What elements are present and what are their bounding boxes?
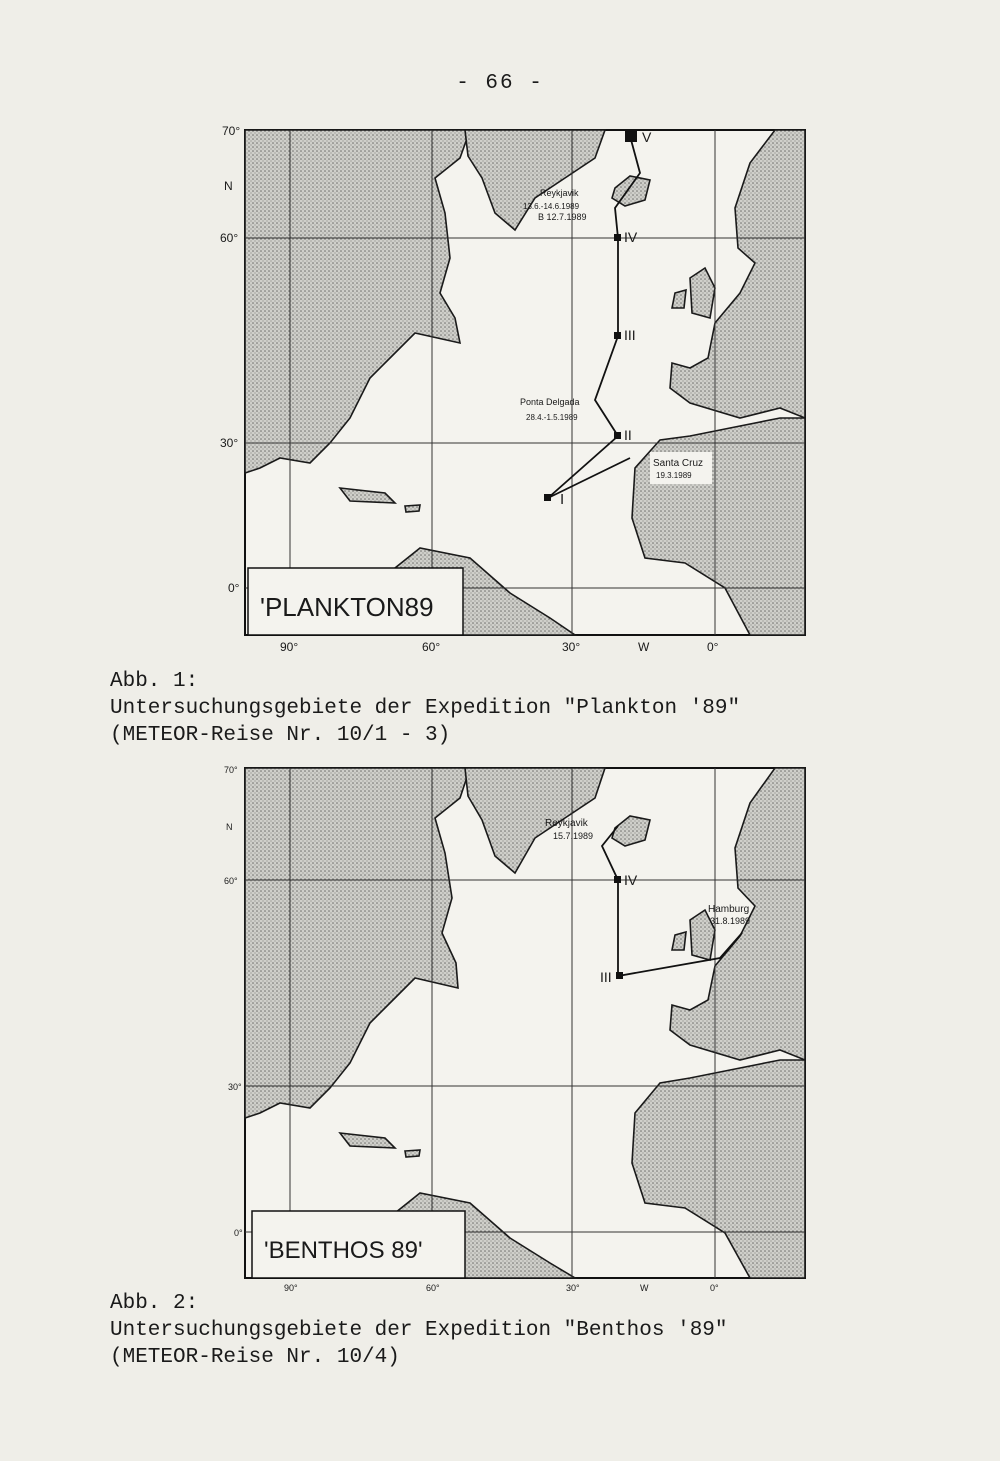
lon-label-30: 30°	[566, 1283, 580, 1293]
lon-label-0: 0°	[707, 640, 719, 654]
station-label-1: I	[560, 491, 565, 508]
place-reykjavik: Reykjavik	[545, 818, 588, 829]
place-hamburg-date: 31.8.1989	[710, 916, 751, 926]
station-label-5: V	[642, 129, 652, 145]
station-label-3: III	[624, 327, 636, 343]
lon-label-0: 0°	[710, 1283, 719, 1293]
station-marker-1	[544, 494, 551, 501]
lon-label-60: 60°	[422, 640, 441, 654]
map-title: 'PLANKTON89	[260, 592, 434, 622]
lat-label-0: 0°	[228, 581, 240, 595]
lon-label-90: 90°	[280, 640, 299, 654]
station-label-3: III	[600, 969, 612, 985]
place-reykjavik-dates-2: B 12.7.1989	[538, 212, 587, 222]
caption-line: (METEOR-Reise Nr. 10/4)	[110, 1346, 400, 1369]
station-label-4: IV	[624, 229, 638, 245]
caption-line: (METEOR-Reise Nr. 10/1 - 3)	[110, 724, 451, 747]
page-number: - 66 -	[456, 72, 544, 95]
station-marker-2	[614, 432, 621, 439]
lon-label-w: W	[640, 1283, 649, 1293]
lon-label-90: 90°	[284, 1283, 298, 1293]
lat-label-70: 70°	[224, 765, 238, 775]
place-santa-cruz: Santa Cruz	[653, 458, 704, 469]
station-marker-4	[614, 876, 621, 883]
station-marker-5	[625, 130, 637, 142]
place-reykjavik-date: 15.7.1989	[553, 831, 594, 841]
lat-label-30: 30°	[228, 1082, 242, 1092]
place-santa-cruz-date: 19.3.1989	[656, 471, 692, 480]
map-title: 'BENTHOS 89'	[264, 1237, 423, 1264]
figure-2-caption	[110, 1290, 728, 1371]
lat-label-n: N	[226, 822, 233, 832]
station-label-4: IV	[624, 872, 638, 888]
caption-label: Abb. 1:	[110, 670, 199, 693]
lon-label-60: 60°	[426, 1283, 440, 1293]
place-hamburg: Hamburg	[708, 904, 750, 915]
station-label-2: II	[624, 427, 632, 443]
caption-label: Abb. 2:	[110, 1292, 199, 1315]
lat-label-30: 30°	[220, 436, 239, 450]
station-marker-3	[614, 332, 621, 339]
place-reykjavik: Reykjavik	[540, 188, 579, 198]
caption-line: Untersuchungsgebiete der Expedition "Plankton '89"	[110, 697, 741, 720]
place-ponta-delgada: Ponta Delgada	[520, 397, 580, 407]
place-ponta-delgada-dates: 28.4.-1.5.1989	[526, 413, 578, 422]
caption-line: Untersuchungsgebiete der Expedition "Benthos '89"	[110, 1319, 728, 1342]
lon-label-w: W	[638, 640, 650, 654]
station-marker-3	[616, 972, 623, 979]
lat-label-60: 60°	[224, 876, 238, 886]
lat-label-70: 70°	[222, 124, 241, 138]
station-marker-4	[614, 234, 621, 241]
place-reykjavik-dates-1: 13.6.-14.6.1989	[523, 202, 580, 211]
lat-label-60: 60°	[220, 231, 239, 245]
benthos-map	[220, 758, 820, 1303]
plankton-map	[220, 118, 820, 663]
lat-label-0: 0°	[234, 1228, 243, 1238]
figure-1-caption	[110, 668, 740, 749]
lon-label-30: 30°	[562, 640, 581, 654]
lat-label-n: N	[224, 179, 233, 193]
